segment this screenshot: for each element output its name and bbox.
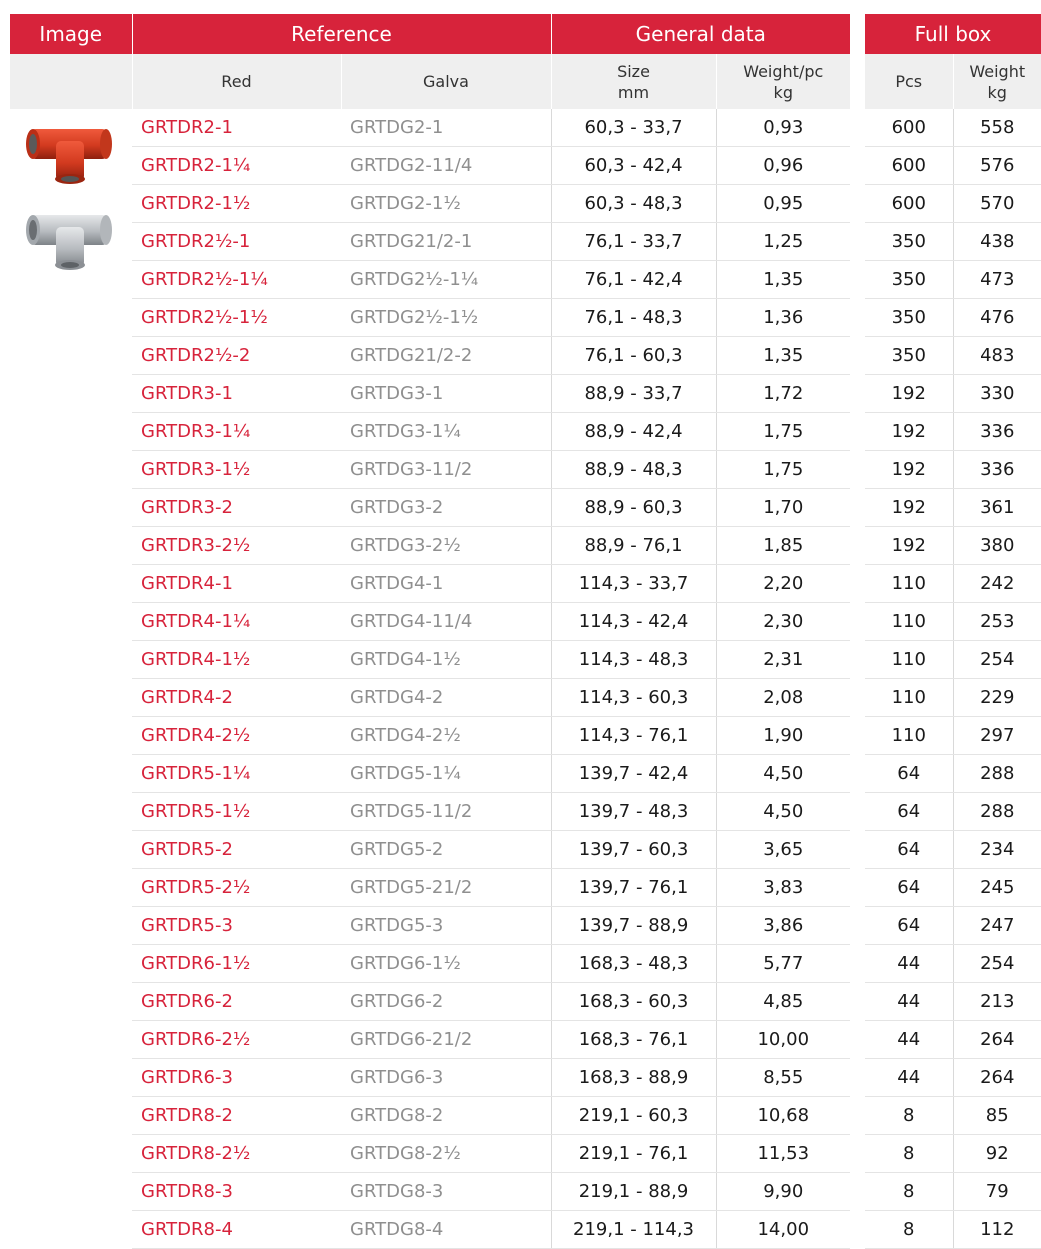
size-value: 60,3 - 33,7 [551, 109, 716, 147]
red-reference: GRTDR4-1¼ [132, 603, 341, 641]
table-row [865, 1097, 1041, 1135]
red-reference: GRTDR5-2 [132, 831, 341, 869]
galva-reference: GRTDG8-4 [341, 1211, 551, 1249]
box-weight-value: 438 [953, 223, 1041, 261]
image-cell [10, 109, 132, 1249]
table-row [865, 1059, 1041, 1097]
weight-value: 1,36 [716, 299, 850, 337]
size-value: 88,9 - 42,4 [551, 413, 716, 451]
red-reference: GRTDR2½-2 [132, 337, 341, 375]
weight-value: 1,35 [716, 261, 850, 299]
weight-value: 0,96 [716, 147, 850, 185]
table-row [865, 1173, 1041, 1211]
pcs-column-header: Pcs [865, 54, 953, 109]
weight-value: 2,31 [716, 641, 850, 679]
pcs-value: 8 [865, 1097, 953, 1135]
table-row [865, 1021, 1041, 1059]
table-row [10, 375, 850, 413]
red-reference: GRTDR8-2½ [132, 1135, 341, 1173]
table-row [865, 679, 1041, 717]
table-row [865, 223, 1041, 261]
size-value: 88,9 - 33,7 [551, 375, 716, 413]
box-weight-value: 79 [953, 1173, 1041, 1211]
red-reference: GRTDR4-2½ [132, 717, 341, 755]
pcs-value: 64 [865, 793, 953, 831]
size-value: 114,3 - 76,1 [551, 717, 716, 755]
table-row [865, 983, 1041, 1021]
size-value: 168,3 - 88,9 [551, 1059, 716, 1097]
group-header-row [10, 14, 850, 54]
galva-reference: GRTDG2½-1¼ [341, 261, 551, 299]
box-weight-value: 483 [953, 337, 1041, 375]
table-row [865, 945, 1041, 983]
full-box-rows [865, 109, 1041, 1249]
weight-value: 4,50 [716, 793, 850, 831]
red-reference: GRTDR6-2½ [132, 1021, 341, 1059]
box-weight-value: 247 [953, 907, 1041, 945]
box-weight-value: 336 [953, 451, 1041, 489]
table-row [10, 223, 850, 261]
pcs-value: 44 [865, 1021, 953, 1059]
table-row [10, 451, 850, 489]
size-value: 139,7 - 48,3 [551, 793, 716, 831]
box-weight-value: 92 [953, 1135, 1041, 1173]
galva-reference: GRTDG5-21/2 [341, 869, 551, 907]
red-reference: GRTDR6-1½ [132, 945, 341, 983]
galva-reference: GRTDG8-3 [341, 1173, 551, 1211]
pcs-value: 64 [865, 755, 953, 793]
table-row [865, 717, 1041, 755]
galva-reference: GRTDG6-1½ [341, 945, 551, 983]
table-row [865, 261, 1041, 299]
weight-value: 1,75 [716, 413, 850, 451]
table-row [10, 299, 850, 337]
box-weight-column-header [953, 54, 1041, 109]
size-unit: mm [552, 82, 716, 103]
galva-reference: GRTDG4-11/4 [341, 603, 551, 641]
galva-reference: GRTDG21/2-1 [341, 223, 551, 261]
galva-reference: GRTDG6-21/2 [341, 1021, 551, 1059]
red-reference: GRTDR8-4 [132, 1211, 341, 1249]
reference-header: Reference [132, 14, 551, 54]
box-weight-value: 242 [953, 565, 1041, 603]
pcs-value: 44 [865, 983, 953, 1021]
weight-value: 3,83 [716, 869, 850, 907]
weight-value: 1,90 [716, 717, 850, 755]
size-value: 219,1 - 60,3 [551, 1097, 716, 1135]
pcs-value: 600 [865, 109, 953, 147]
red-reference: GRTDR6-3 [132, 1059, 341, 1097]
size-value: 88,9 - 76,1 [551, 527, 716, 565]
table-row [865, 413, 1041, 451]
box-weight-value: 288 [953, 755, 1041, 793]
box-weight-value: 112 [953, 1211, 1041, 1249]
table-row [10, 565, 850, 603]
weight-value: 11,53 [716, 1135, 850, 1173]
galva-reference: GRTDG4-1½ [341, 641, 551, 679]
weight-value: 5,77 [716, 945, 850, 983]
size-value: 219,1 - 88,9 [551, 1173, 716, 1211]
galva-reference: GRTDG4-2½ [341, 717, 551, 755]
pcs-value: 110 [865, 565, 953, 603]
table-row [865, 1211, 1041, 1249]
box-weight-value: 253 [953, 603, 1041, 641]
column-header-row [10, 54, 850, 109]
image-subheader [10, 54, 132, 109]
box-weight-value: 234 [953, 831, 1041, 869]
weight-value: 2,30 [716, 603, 850, 641]
table-row [10, 869, 850, 907]
red-reference: GRTDR8-2 [132, 1097, 341, 1135]
size-value: 76,1 - 42,4 [551, 261, 716, 299]
weight-value: 2,20 [716, 565, 850, 603]
table-row [865, 337, 1041, 375]
pcs-value: 64 [865, 831, 953, 869]
box-weight-value: 570 [953, 185, 1041, 223]
table-row [865, 375, 1041, 413]
weight-value: 4,50 [716, 755, 850, 793]
red-reference: GRTDR3-1¼ [132, 413, 341, 451]
red-reference: GRTDR3-1½ [132, 451, 341, 489]
box-weight-value: 229 [953, 679, 1041, 717]
weight-value: 8,55 [716, 1059, 850, 1097]
box-weight-value: 476 [953, 299, 1041, 337]
red-reference: GRTDR5-1½ [132, 793, 341, 831]
weight-column-header [716, 54, 850, 109]
pcs-value: 44 [865, 945, 953, 983]
galva-reference: GRTDG5-11/2 [341, 793, 551, 831]
box-weight-value: 576 [953, 147, 1041, 185]
weight-value: 4,85 [716, 983, 850, 1021]
weight-value: 0,95 [716, 185, 850, 223]
size-value: 88,9 - 60,3 [551, 489, 716, 527]
box-weight-value: 264 [953, 1059, 1041, 1097]
red-reference: GRTDR3-2½ [132, 527, 341, 565]
pcs-value: 64 [865, 869, 953, 907]
table-row [865, 147, 1041, 185]
table-row [10, 337, 850, 375]
product-rows [10, 109, 850, 1249]
table-row [10, 907, 850, 945]
pcs-value: 192 [865, 375, 953, 413]
size-value: 114,3 - 42,4 [551, 603, 716, 641]
pcs-value: 350 [865, 337, 953, 375]
red-reference: GRTDR5-2½ [132, 869, 341, 907]
box-weight-value: 213 [953, 983, 1041, 1021]
size-value: 76,1 - 60,3 [551, 337, 716, 375]
red-column-header: Red [132, 54, 341, 109]
table-row [865, 755, 1041, 793]
size-value: 168,3 - 48,3 [551, 945, 716, 983]
table-row [10, 489, 850, 527]
table-row [10, 413, 850, 451]
weight-value: 10,00 [716, 1021, 850, 1059]
galva-reference: GRTDG2-1½ [341, 185, 551, 223]
galva-reference: GRTDG6-3 [341, 1059, 551, 1097]
size-value: 60,3 - 42,4 [551, 147, 716, 185]
table-row [10, 755, 850, 793]
size-value: 114,3 - 60,3 [551, 679, 716, 717]
table-row [10, 679, 850, 717]
galva-reference: GRTDG2-11/4 [341, 147, 551, 185]
pcs-value: 192 [865, 489, 953, 527]
box-weight-value: 288 [953, 793, 1041, 831]
fullbox-column-header-row [865, 54, 1041, 109]
table-row [865, 869, 1041, 907]
pcs-value: 350 [865, 261, 953, 299]
red-reference: GRTDR2-1½ [132, 185, 341, 223]
galva-reference: GRTDG3-2 [341, 489, 551, 527]
size-value: 114,3 - 48,3 [551, 641, 716, 679]
table-row [10, 1211, 850, 1249]
table-row [10, 1135, 850, 1173]
weight-value: 1,85 [716, 527, 850, 565]
pcs-value: 192 [865, 527, 953, 565]
red-reference: GRTDR5-3 [132, 907, 341, 945]
table-row [865, 641, 1041, 679]
pcs-value: 192 [865, 413, 953, 451]
table-row [10, 109, 850, 147]
pcs-value: 350 [865, 223, 953, 261]
weight-value: 0,93 [716, 109, 850, 147]
table-row [10, 527, 850, 565]
galva-reference: GRTDG5-1¼ [341, 755, 551, 793]
box-weight-value: 380 [953, 527, 1041, 565]
box-weight-value: 330 [953, 375, 1041, 413]
size-value: 168,3 - 60,3 [551, 983, 716, 1021]
size-value: 88,9 - 48,3 [551, 451, 716, 489]
box-weight-value: 245 [953, 869, 1041, 907]
box-weight-label: Weight [954, 61, 1041, 82]
galva-reference: GRTDG5-2 [341, 831, 551, 869]
red-reference: GRTDR3-1 [132, 375, 341, 413]
size-value: 139,7 - 76,1 [551, 869, 716, 907]
galva-column-header: Galva [341, 54, 551, 109]
table-row [10, 147, 850, 185]
pcs-value: 110 [865, 641, 953, 679]
red-reference: GRTDR2½-1½ [132, 299, 341, 337]
table-row [865, 565, 1041, 603]
red-tee-fitting-icon [22, 115, 120, 185]
size-value: 168,3 - 76,1 [551, 1021, 716, 1059]
box-weight-value: 336 [953, 413, 1041, 451]
fullbox-header-row [865, 14, 1041, 54]
galvanized-tee-fitting-icon [22, 201, 120, 271]
weight-unit: kg [717, 82, 851, 103]
table-row [10, 831, 850, 869]
box-weight-unit: kg [954, 82, 1041, 103]
table-row [865, 793, 1041, 831]
table-row [865, 527, 1041, 565]
weight-value: 1,70 [716, 489, 850, 527]
pcs-value: 8 [865, 1135, 953, 1173]
weight-value: 1,72 [716, 375, 850, 413]
weight-value: 2,08 [716, 679, 850, 717]
pcs-value: 44 [865, 1059, 953, 1097]
galva-reference: GRTDG2-1 [341, 109, 551, 147]
weight-value: 10,68 [716, 1097, 850, 1135]
table-row [10, 983, 850, 1021]
pcs-value: 600 [865, 185, 953, 223]
table-row [10, 261, 850, 299]
red-reference: GRTDR2-1¼ [132, 147, 341, 185]
table-row [10, 717, 850, 755]
table-row [865, 1135, 1041, 1173]
table-row [865, 907, 1041, 945]
galva-reference: GRTDG3-11/2 [341, 451, 551, 489]
table-row [10, 793, 850, 831]
red-reference: GRTDR2-1 [132, 109, 341, 147]
size-value: 139,7 - 42,4 [551, 755, 716, 793]
table-row [865, 603, 1041, 641]
galva-reference: GRTDG2½-1½ [341, 299, 551, 337]
pcs-value: 600 [865, 147, 953, 185]
box-weight-value: 473 [953, 261, 1041, 299]
red-reference: GRTDR4-1 [132, 565, 341, 603]
red-reference: GRTDR2½-1 [132, 223, 341, 261]
weight-value: 14,00 [716, 1211, 850, 1249]
pcs-value: 192 [865, 451, 953, 489]
weight-value: 1,35 [716, 337, 850, 375]
table-row [865, 109, 1041, 147]
table-row [865, 299, 1041, 337]
pcs-value: 110 [865, 717, 953, 755]
box-weight-value: 361 [953, 489, 1041, 527]
galva-reference: GRTDG3-2½ [341, 527, 551, 565]
table-row [10, 641, 850, 679]
red-reference: GRTDR5-1¼ [132, 755, 341, 793]
table-row [10, 185, 850, 223]
general-data-header: General data [551, 14, 850, 54]
galva-reference: GRTDG4-2 [341, 679, 551, 717]
table-row [865, 489, 1041, 527]
red-reference: GRTDR3-2 [132, 489, 341, 527]
galva-reference: GRTDG8-2½ [341, 1135, 551, 1173]
size-value: 60,3 - 48,3 [551, 185, 716, 223]
size-column-header [551, 54, 716, 109]
pcs-value: 8 [865, 1211, 953, 1249]
red-reference: GRTDR4-2 [132, 679, 341, 717]
box-weight-value: 254 [953, 945, 1041, 983]
box-weight-value: 558 [953, 109, 1041, 147]
box-weight-value: 254 [953, 641, 1041, 679]
weight-label: Weight/pc [717, 61, 851, 82]
table-row [10, 1173, 850, 1211]
table-row [865, 451, 1041, 489]
red-reference: GRTDR2½-1¼ [132, 261, 341, 299]
image-header: Image [10, 14, 132, 54]
size-value: 76,1 - 33,7 [551, 223, 716, 261]
weight-value: 3,86 [716, 907, 850, 945]
full-box-header: Full box [865, 14, 1041, 54]
box-weight-value: 297 [953, 717, 1041, 755]
galva-reference: GRTDG21/2-2 [341, 337, 551, 375]
pcs-value: 110 [865, 603, 953, 641]
table-row [10, 1059, 850, 1097]
weight-value: 1,25 [716, 223, 850, 261]
table-row [10, 945, 850, 983]
weight-value: 9,90 [716, 1173, 850, 1211]
pcs-value: 350 [865, 299, 953, 337]
galva-reference: GRTDG4-1 [341, 565, 551, 603]
weight-value: 1,75 [716, 451, 850, 489]
size-value: 76,1 - 48,3 [551, 299, 716, 337]
table-row [10, 1021, 850, 1059]
red-reference: GRTDR6-2 [132, 983, 341, 1021]
pcs-value: 8 [865, 1173, 953, 1211]
galva-reference: GRTDG6-2 [341, 983, 551, 1021]
galva-reference: GRTDG3-1¼ [341, 413, 551, 451]
pcs-value: 110 [865, 679, 953, 717]
pcs-value: 64 [865, 907, 953, 945]
table-row [865, 185, 1041, 223]
product-table [10, 14, 850, 1249]
table-row [865, 831, 1041, 869]
weight-value: 3,65 [716, 831, 850, 869]
size-value: 139,7 - 60,3 [551, 831, 716, 869]
table-row [10, 603, 850, 641]
galva-reference: GRTDG3-1 [341, 375, 551, 413]
size-value: 219,1 - 76,1 [551, 1135, 716, 1173]
size-value: 139,7 - 88,9 [551, 907, 716, 945]
size-value: 114,3 - 33,7 [551, 565, 716, 603]
red-reference: GRTDR4-1½ [132, 641, 341, 679]
box-weight-value: 85 [953, 1097, 1041, 1135]
full-box-table [865, 14, 1041, 1249]
red-reference: GRTDR8-3 [132, 1173, 341, 1211]
galva-reference: GRTDG5-3 [341, 907, 551, 945]
table-row [10, 1097, 850, 1135]
size-value: 219,1 - 114,3 [551, 1211, 716, 1249]
size-label: Size [552, 61, 716, 82]
box-weight-value: 264 [953, 1021, 1041, 1059]
galva-reference: GRTDG8-2 [341, 1097, 551, 1135]
